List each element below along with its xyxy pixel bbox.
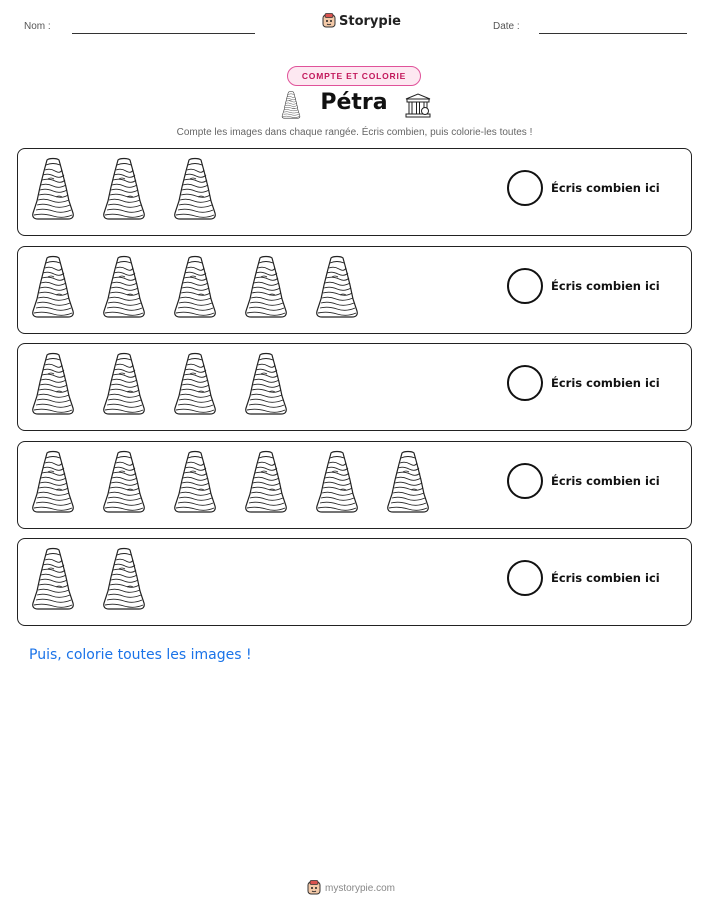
brand-name: Storypie [339, 13, 401, 29]
answer-prompt: Écris combien ici [551, 473, 660, 488]
name-line[interactable] [72, 33, 255, 34]
brand-logo [322, 13, 401, 29]
activity-badge: COMPTE ET COLORIE [287, 66, 421, 86]
site-url: mystorypie.com [325, 882, 396, 894]
cliff-icon [280, 89, 302, 121]
petra-rock-icon[interactable] [99, 450, 149, 514]
petra-rock-icon[interactable] [312, 255, 362, 319]
petra-rock-icon[interactable] [241, 450, 291, 514]
petra-rock-icon[interactable] [170, 352, 220, 416]
name-label: Nom : [24, 21, 51, 32]
date-line[interactable] [539, 33, 687, 34]
petra-rock-icon[interactable] [99, 547, 149, 611]
petra-rock-icon[interactable] [28, 255, 78, 319]
answer-circle[interactable] [507, 560, 543, 596]
page-title: Pétra [320, 90, 388, 115]
petra-rock-icon[interactable] [28, 547, 78, 611]
petra-rock-icon[interactable] [241, 255, 291, 319]
answer-circle[interactable] [507, 268, 543, 304]
petra-rock-icon[interactable] [28, 352, 78, 416]
petra-rock-icon[interactable] [99, 352, 149, 416]
petra-rock-icon[interactable] [170, 157, 220, 221]
petra-rock-icon[interactable] [170, 450, 220, 514]
storypie-mascot-icon [307, 880, 321, 896]
answer-prompt: Écris combien ici [551, 571, 660, 585]
count-row [17, 343, 692, 431]
page-header [0, 0, 709, 50]
date-label: Date : [493, 21, 520, 32]
count-row [17, 246, 692, 334]
petra-rock-icon[interactable] [241, 352, 291, 416]
ruins-icon [404, 93, 432, 119]
count-row [17, 538, 692, 626]
site-footer [307, 880, 395, 896]
answer-circle[interactable] [507, 170, 543, 206]
answer-circle[interactable] [507, 463, 543, 499]
petra-rock-icon[interactable] [28, 450, 78, 514]
answer-prompt: Écris combien ici [551, 181, 660, 195]
petra-rock-icon[interactable] [170, 255, 220, 319]
answer-circle[interactable] [507, 365, 543, 401]
count-row [17, 148, 692, 236]
petra-rock-icon[interactable] [99, 255, 149, 319]
petra-rock-icon[interactable] [99, 157, 149, 221]
storypie-mascot-icon [322, 13, 336, 29]
title-row [0, 88, 709, 124]
answer-prompt: Écris combien ici [551, 278, 660, 293]
footer-note: Puis, colorie toutes les images ! [29, 647, 252, 663]
count-row [17, 441, 692, 529]
instructions-text: Compte les images dans chaque rangée. Écris combien, puis colorie-les toutes ! [176, 127, 533, 138]
answer-prompt: Écris combien ici [551, 376, 660, 390]
petra-rock-icon[interactable] [28, 157, 78, 221]
petra-rock-icon[interactable] [312, 450, 362, 514]
petra-rock-icon[interactable] [383, 450, 433, 514]
